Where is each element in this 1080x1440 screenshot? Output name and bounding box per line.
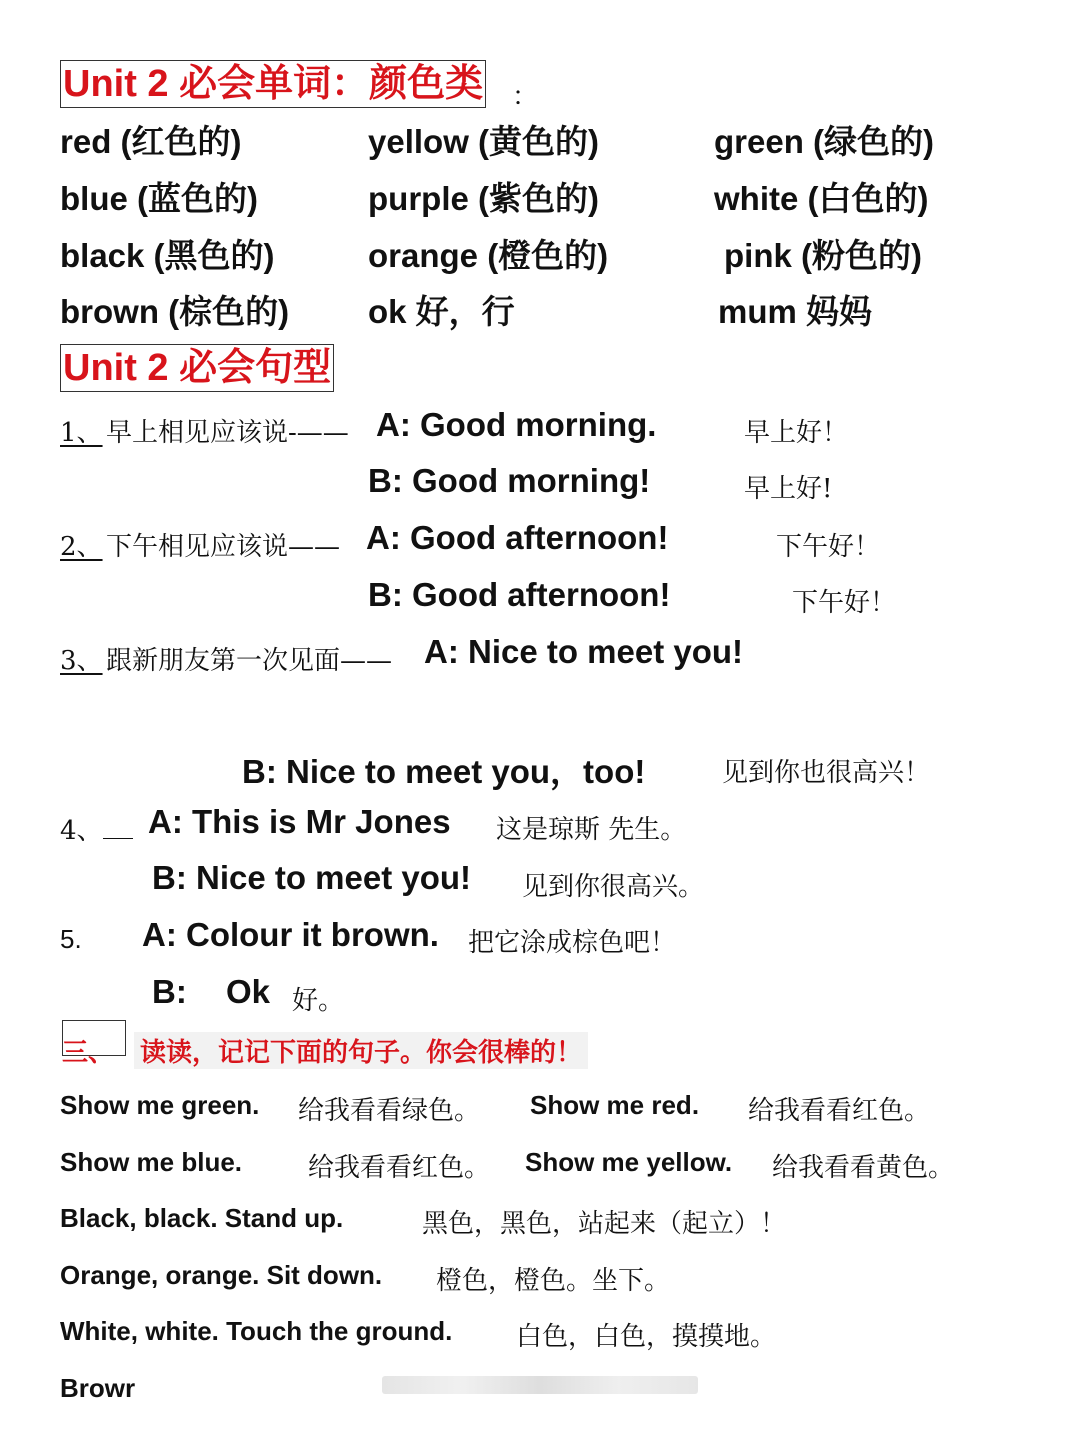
reading-5-en: White, white. Touch the ground. <box>60 1316 453 1346</box>
sentence-2-a: A: Good afternoon! <box>366 519 669 556</box>
vocab-yellow: yellow (黄色的) <box>368 123 600 160</box>
reading-3-en: Black, black. Stand up. <box>60 1203 344 1233</box>
reading-4-cn: 橙色，橙色。坐下。 <box>436 1266 671 1296</box>
reading-6-en: Browr <box>60 1373 136 1403</box>
sentence-1-b-cn: 早上好! <box>744 474 833 504</box>
sentence-4-a: A: This is Mr Jones <box>148 803 451 840</box>
sentence-2-b: B: Good afternoon! <box>368 576 671 613</box>
sentence-4-b-cn: 见到你很高兴。 <box>522 872 705 902</box>
vocab-heading <box>60 60 486 108</box>
sentence-4-a-cn: 这是琼斯 先生。 <box>496 815 687 845</box>
sentence-5-b-ok: Ok <box>226 973 271 1010</box>
reading-2-en2: Show me yellow. <box>525 1147 733 1177</box>
sentence-3-number: 3、 <box>60 646 103 676</box>
reading-4-en: Orange, orange. Sit down. <box>60 1260 383 1290</box>
sentence-2-number: 2、 <box>60 532 103 562</box>
section-3-text: 读读，记记下面的句子。你会很棒的！ <box>134 1032 588 1069</box>
vocab-brown: brown (棕色的) <box>60 293 290 330</box>
sentence-3-desc: 跟新朋友第一次见面—— <box>106 646 393 676</box>
sentence-5-b-cn: 好。 <box>292 986 345 1016</box>
reading-2-cn2: 给我看看黄色。 <box>772 1153 955 1183</box>
sentence-1-b: B: Good morning! <box>368 462 651 499</box>
sentence-2-a-cn: 下午好！ <box>776 532 881 562</box>
sentence-5-a: A: Colour it brown. <box>142 916 439 953</box>
sentence-1-desc: 早上相见应该说-—— <box>106 418 349 448</box>
reading-2-en: Show me blue. <box>60 1147 243 1177</box>
sentence-heading <box>60 344 334 392</box>
reading-5-cn: 白色，白色，摸摸地。 <box>516 1322 777 1352</box>
vocab-heading-text: Unit 2 必会单词：颜色类 <box>63 63 484 105</box>
sentence-1-a: A: Good morning. <box>376 406 657 443</box>
sentence-4-underline <box>103 818 133 839</box>
sentence-5-number: 5. <box>60 924 82 954</box>
vocab-heading-colon: ： <box>512 81 539 111</box>
sentence-2-b-cn: 下午好！ <box>792 588 897 618</box>
vocab-black: black (黑色的) <box>60 237 275 274</box>
sentence-5-a-cn: 把它涂成棕色吧！ <box>468 928 677 958</box>
vocab-purple: purple (紫色的) <box>368 180 599 217</box>
vocab-pink: pink (粉色的) <box>724 237 922 274</box>
sentence-1-number: 1、 <box>60 418 103 448</box>
sentence-3-b: B: Nice to meet you，too! <box>242 753 646 790</box>
sentence-2-desc: 下午相见应该说—— <box>106 532 341 562</box>
reading-3-cn: 黑色，黑色，站起来（起立）！ <box>422 1209 787 1239</box>
vocab-red: red (红色的) <box>60 123 242 160</box>
reading-1-en: Show me green. <box>60 1090 260 1120</box>
sentence-heading-text: Unit 2 必会句型 <box>63 347 332 389</box>
sentence-4-b: B: Nice to meet you! <box>152 859 472 896</box>
vocab-ok: ok 好，行 <box>368 293 515 330</box>
vocab-blue: blue (蓝色的) <box>60 180 258 217</box>
reading-2-cn: 给我看看红色。 <box>308 1153 491 1183</box>
sentence-3-b-cn: 见到你也很高兴！ <box>722 758 931 788</box>
sentence-4-number <box>60 810 133 847</box>
section-3-label: 三、 <box>62 1038 115 1068</box>
sentence-3-a: A: Nice to meet you! <box>424 633 744 670</box>
vocab-white: white (白色的) <box>714 180 929 217</box>
reading-1-en2: Show me red. <box>530 1090 700 1120</box>
vocab-green: green (绿色的) <box>714 123 935 160</box>
sentence-4-number-text: 4、 <box>60 816 103 846</box>
vocab-orange: orange (橙色的) <box>368 237 609 274</box>
reading-1-cn: 给我看看绿色。 <box>298 1096 481 1126</box>
sentence-1-a-cn: 早上好！ <box>744 418 849 448</box>
vocab-mum: mum 妈妈 <box>718 293 873 330</box>
blurred-watermark <box>382 1376 698 1394</box>
sentence-5-b: B: <box>152 973 187 1010</box>
reading-1-cn2: 给我看看红色。 <box>748 1096 931 1126</box>
